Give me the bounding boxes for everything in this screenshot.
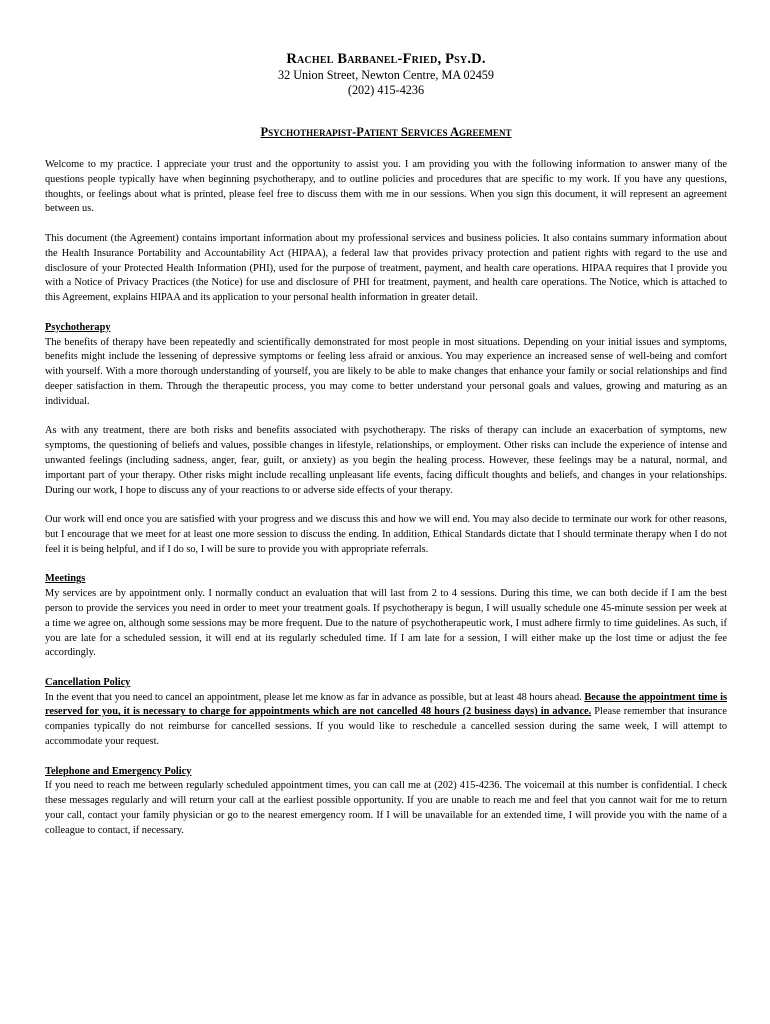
psychotherapy-heading: Psychotherapy [45,321,111,333]
cancellation-text: In the event that you need to cancel an appointment, please let me know as far in advance as possible, but at least 48 hours ahead. [45,691,582,703]
psychotherapy-paragraph-1: The benefits of therapy have been repeatedly and scientifically demonstrated for most people in most situations. Depending on your initial issues and symptoms, benefits might include the lessening of depressive symptoms or feeling less afraid or anxious. You may experience an increased sense of well-being and comfort with yourself. With a more thorough understanding of yourself, you are likely to be able to make changes that enhance your family or social relationships and find deeper satisfaction in them. Through the therapeutic process, you may come to better understand your personal goals and values, growing and maturing as an individual. [45,336,727,407]
cancellation-text-rest: Please remember that insurance companies typically do not reimburse for cancelled sessions. If you would like to reschedule a cancelled session during the same week, I will attempt to accommodate your request. [45,706,727,748]
cancellation-emphasis: Because the appointment time is reserved for you, it is necessary to charge for appointments which are not cancelled 48 hours (2 business days) in advance. [45,691,727,718]
psychotherapy-paragraph-3: Our work will end once you are satisfied with your progress and we discuss this and how we will end. You may also decide to terminate our work for other reasons, but I encourage that we meet for at least one more session to discuss the ending. In addition, Ethical Standards dictate that I should terminate therapy when I do not feel it is being helpful, and if I do so, I will be sure to provide you with appropriate referrals. [45,514,727,555]
telephone-paragraph: If you need to reach me between regularly scheduled appointment times, you can call me at (202) 415-4236. The voicemail at this number is confidential. I check these messages regularly and will return your call at the earliest possible opportunity. If you are unable to reach me and feel that you cannot wait for me to return your call, contact your family physician or go to the nearest emergency room. If I will be unavailable for an extended time, I will provide you with the name of a colleague to contact, if necessary. [45,780,727,836]
cancellation-paragraph [45,691,727,750]
document-title: Psychotherapist-Patient Services Agreement [260,125,512,139]
letterhead [45,50,727,98]
practitioner-name: Rachel Barbanel-Fried, Psy.D. [286,51,486,67]
cancellation-heading: Cancellation Policy [45,676,131,688]
practitioner-phone: (202) 415-4236 [347,83,425,97]
psychotherapy-paragraph-2: As with any treatment, there are both risks and benefits associated with psychotherapy. The risks of therapy can include an exacerbation of symptoms, new symptoms, the questioning of beliefs and values, possible changes in lifestyle, relationships, or employment. Other risks can include the experience of intense and unwanted feelings (including sadness, anger, fear, guilt, or anxiety) as you begin the healing process. However, these feelings may be a natural, normal, and important part of your therapy. Other risks might include recalling unpleasant life events, facing difficult thoughts and beliefs, and changes in your relationships. During our work, I hope to discuss any of your reactions to or adverse side effects of your therapy. [45,425,727,496]
meetings-paragraph: My services are by appointment only. I normally conduct an evaluation that will last from 2 to 4 sessions. During this time, we can both decide if I am the best person to provide the services you need in order to meet your treatment goals. If psychotherapy is begun, I will usually schedule one 45-minute session per week at a time we agree on, although some sessions may be more frequent. Due to the nature of psychotherapeutic work, I must adhere firmly to time guidelines. As such, if you are late for a scheduled session, it will end at its regularly scheduled time. If I am late for a session, I will either make up the lost time or adjust the fee accordingly. [45,588,727,659]
document-page [45,50,727,839]
intro-paragraph-1: Welcome to my practice. I appreciate your trust and the opportunity to assist you. I am providing you with the following information to answer many of the questions people typically have when beginning psychotherapy, and to outline policies and procedures that are specific to my work. If you have any questions, thoughts, or feelings about what is printed, please feel free to discuss them with me in our sessions. When you sign this document, it will represent an agreement between us. [45,159,727,215]
meetings-heading: Meetings [45,573,86,585]
practitioner-address: 32 Union Street, Newton Centre, MA 02459 [278,68,494,82]
intro-paragraph-2: This document (the Agreement) contains important information about my professional services and business policies. It also contains summary information about the Health Insurance Portability and Accountability Act (HIPAA), a federal law that provides privacy protection and patient rights with regard to the use and disclosure of your Protected Health Information (PHI), used for the purpose of treatment, payment, and health care operations. HIPAA requires that I provide you with a Notice of Privacy Practices (the Notice) for use and disclosure of PHI for treatment, payment, and health care operations. The Notice, which is attached to this Agreement, explains HIPAA and its application to your personal health information in greater detail. [45,232,727,304]
telephone-heading: Telephone and Emergency Policy [45,765,192,777]
